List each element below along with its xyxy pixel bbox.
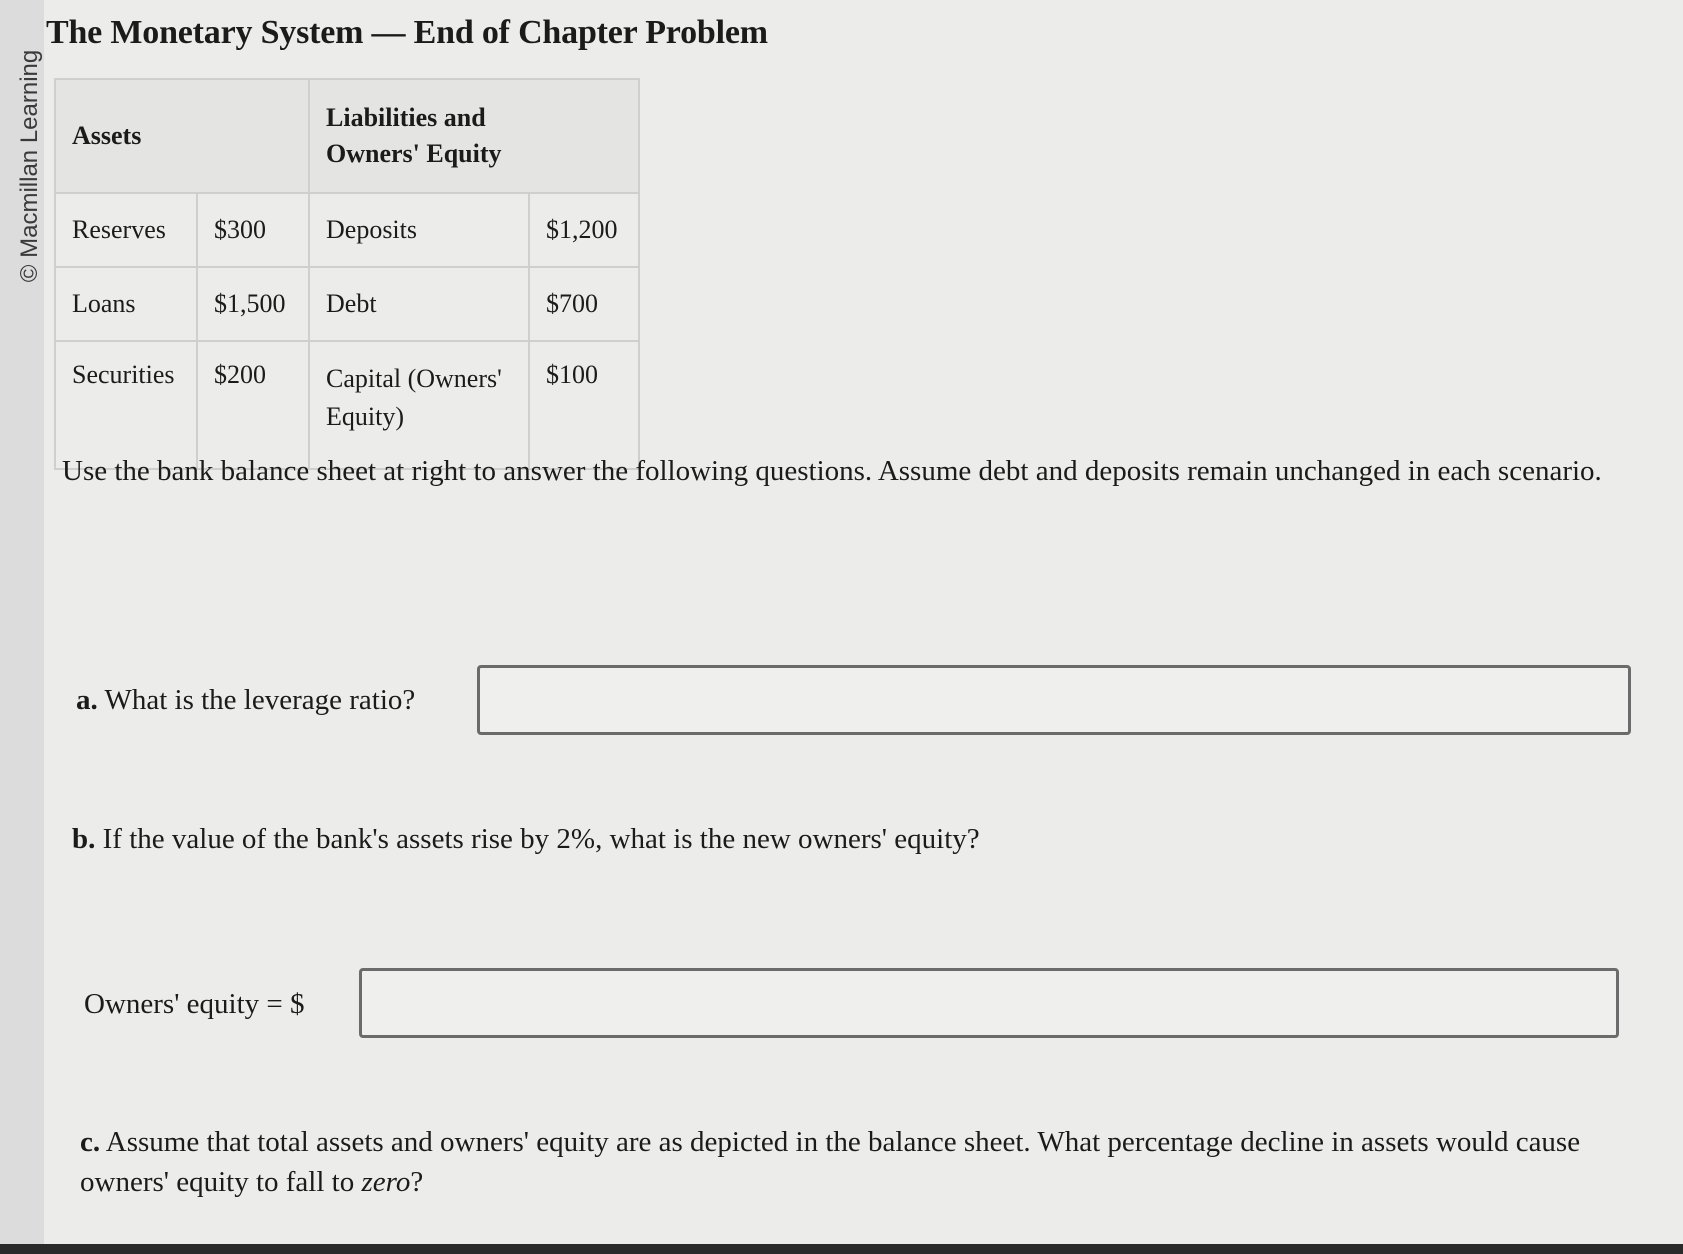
question-text: If the value of the bank's assets rise by 2%, what is the new owners' equity?: [102, 823, 980, 855]
owners-equity-label: Owners' equity = $: [84, 988, 305, 1020]
balance-sheet-table: [54, 78, 640, 470]
leverage-ratio-input[interactable]: [477, 665, 1631, 735]
question-c: [80, 1122, 1600, 1202]
question-b: [72, 819, 980, 859]
question-letter: a.: [76, 684, 98, 716]
liability-value: $100: [529, 341, 639, 469]
question-emphasis: zero: [361, 1166, 411, 1198]
asset-value: $1,500: [197, 267, 309, 341]
owners-equity-input[interactable]: [359, 968, 1619, 1038]
asset-value: $300: [197, 193, 309, 267]
instructions: Use the bank balance sheet at right to answer the following questions. Assume debt and deposits remain unchanged in each scenario.: [62, 455, 1602, 487]
question-letter: c.: [80, 1126, 101, 1158]
asset-label: Reserves: [55, 193, 197, 267]
liability-value: $700: [529, 267, 639, 341]
copyright-credit: © Macmillan Learning: [16, 49, 43, 283]
liability-value: $1,200: [529, 193, 639, 267]
asset-value: $200: [197, 341, 309, 469]
liabilities-header: Liabilities and Owners' Equity: [309, 79, 639, 193]
asset-label: Securities: [55, 341, 197, 469]
question-text: What is the leverage ratio?: [104, 684, 416, 716]
table-header-row: [55, 79, 639, 193]
assets-header: Assets: [55, 79, 309, 193]
question-text: Assume that total assets and owners' equity are as depicted in the balance sheet. What percentage decline in assets would cause owners' equity to fall to: [80, 1126, 1581, 1198]
liability-label: Debt: [309, 267, 529, 341]
table-row: [55, 267, 639, 341]
question-letter: b.: [72, 823, 96, 855]
table-row: [55, 193, 639, 267]
liability-label: Capital (Owners' Equity): [309, 341, 529, 469]
page-title: The Monetary System — End of Chapter Problem: [46, 14, 768, 51]
bottom-edge: [0, 1244, 1683, 1254]
asset-label: Loans: [55, 267, 197, 341]
liability-label: Deposits: [309, 193, 529, 267]
table-row: [55, 341, 639, 469]
question-text-end: ?: [410, 1166, 424, 1198]
question-a: [76, 680, 415, 720]
